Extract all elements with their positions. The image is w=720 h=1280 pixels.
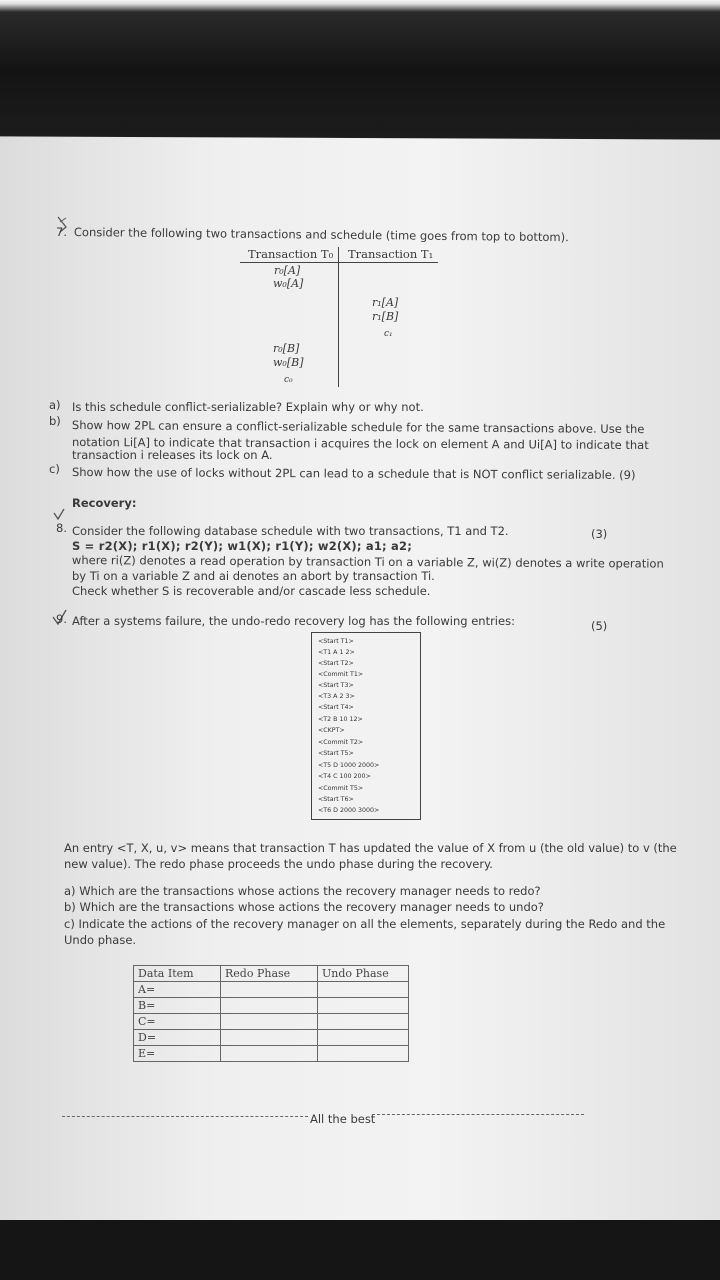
redo-cell xyxy=(221,1046,318,1062)
undo-cell xyxy=(318,1046,409,1062)
table-column-divider xyxy=(338,247,339,387)
table-row xyxy=(134,998,409,1014)
log-entry: <Commit T2> xyxy=(318,739,364,746)
table-row xyxy=(134,1014,409,1030)
footer-text: All the best xyxy=(310,1112,376,1126)
q7-a-label: a) xyxy=(49,398,61,412)
q7-c-label: c) xyxy=(49,462,60,476)
log-entry: <CKPT> xyxy=(318,727,345,734)
q8-line4: by Ti on a variable Z and ai denotes an abort by transaction Ti. xyxy=(72,569,435,583)
q9-number: 9. xyxy=(56,612,67,626)
q8-line1: Consider the following database schedule with two transactions, T1 and T2. xyxy=(72,524,509,538)
q9-marks: (5) xyxy=(591,619,608,633)
q9-question-c-line2: Undo phase. xyxy=(64,933,137,947)
log-entry: <Start T5> xyxy=(318,750,354,757)
q8-number: 8. xyxy=(56,521,67,535)
log-entry: <Start T2> xyxy=(318,660,354,667)
q7-number: 7. xyxy=(56,225,67,239)
q7-b-label: b) xyxy=(49,414,61,428)
log-entry: <T1 A 1 2> xyxy=(318,649,355,656)
undo-cell xyxy=(318,998,409,1014)
log-entry: <T5 D 1000 2000> xyxy=(318,762,380,769)
redo-cell xyxy=(221,982,318,998)
log-entry: <Start T3> xyxy=(318,682,354,689)
redo-cell xyxy=(221,1030,318,1046)
log-entry: <T4 C 100 200> xyxy=(318,773,371,780)
log-entry: <Start T4> xyxy=(318,704,354,711)
header-data-item: Data Item xyxy=(134,966,221,982)
header-redo-phase: Redo Phase xyxy=(221,966,318,982)
log-entry: <Start T6> xyxy=(318,796,354,803)
log-entry: <T6 D 2000 3000> xyxy=(318,807,380,814)
log-entry: <T2 B 10 12> xyxy=(318,716,363,723)
op-t1-r-b: r₁[B] xyxy=(372,310,399,323)
table-row xyxy=(134,1030,409,1046)
recovery-phase-table xyxy=(133,965,409,1062)
q7-b-line2: notation Li[A] to indicate that transaction i acquires the lock on element A and Ui[A] to indicate that xyxy=(71,435,649,453)
data-item-cell: C= xyxy=(134,1014,221,1030)
log-entry: <Commit T1> xyxy=(318,671,364,678)
op-t0-r-a: r₀[A] xyxy=(274,264,301,277)
q9-question-b: b) Which are the transactions whose actions the recovery manager needs to undo? xyxy=(64,900,544,914)
op-t0-r-b: r₀[B] xyxy=(273,342,300,355)
q8-line5: Check whether S is recoverable and/or cascade less schedule. xyxy=(72,584,431,598)
header-transaction-t1: Transaction T₁ xyxy=(348,247,434,261)
log-entry: <T3 A 2 3> xyxy=(318,693,355,700)
table-row xyxy=(134,1046,409,1062)
recovery-heading: Recovery: xyxy=(72,496,137,510)
recovery-log-box xyxy=(311,632,421,820)
undo-cell xyxy=(318,982,409,998)
log-entry: <Commit T5> xyxy=(318,785,364,792)
q8-line3: where ri(Z) denotes a read operation by transaction Ti on a variable Z, wi(Z) denotes a write operation xyxy=(71,553,664,571)
undo-cell xyxy=(318,1014,409,1030)
q9-question-c-line1: c) Indicate the actions of the recovery manager on all the elements, separately during the Redo and the xyxy=(64,917,666,931)
q7-b-line1: Show how 2PL can ensure a conflict-serializable schedule for the same transactions above. Use the xyxy=(71,418,645,436)
q7-a-text: Is this schedule conflict-serializable? Explain why or why not. xyxy=(72,400,424,414)
op-t0-commit: c₀ xyxy=(284,375,293,385)
data-item-cell: E= xyxy=(134,1046,221,1062)
redo-cell xyxy=(221,998,318,1014)
table-row xyxy=(134,982,409,998)
data-item-cell: A= xyxy=(134,982,221,998)
op-t0-w-b: w₀[B] xyxy=(273,356,304,369)
header-transaction-t0: Transaction T₀ xyxy=(248,247,334,261)
op-t1-r-a: r₁[A] xyxy=(372,296,399,309)
header-undo-phase: Undo Phase xyxy=(318,966,409,982)
q7-c-text: Show how the use of locks without 2PL can lead to a schedule that is NOT conflict serializable. (9) xyxy=(71,465,636,482)
op-t1-commit: c₁ xyxy=(384,329,393,339)
redo-cell xyxy=(221,1014,318,1030)
footer-dash-left xyxy=(62,1116,308,1117)
data-item-cell: B= xyxy=(134,998,221,1014)
q7-stem: Consider the following two transactions and schedule (time goes from top to bottom). xyxy=(73,225,569,245)
op-t0-w-a: w₀[A] xyxy=(273,277,304,290)
q8-marks: (3) xyxy=(591,527,608,541)
table-header-rule xyxy=(240,262,438,263)
undo-cell xyxy=(318,1030,409,1046)
q9-line1: After a systems failure, the undo-redo recovery log has the following entries: xyxy=(72,614,515,628)
table-header-row xyxy=(134,966,409,982)
q7-b-line3: transaction i releases its lock on A. xyxy=(72,448,273,462)
q8-schedule: S = r2(X); r1(X); r2(Y); w1(X); r1(Y); w2(X); a1; a2; xyxy=(72,539,413,553)
log-entry: <Start T1> xyxy=(318,638,354,645)
data-item-cell: D= xyxy=(134,1030,221,1046)
q9-entry-line1: An entry <T, X, u, v> means that transaction T has updated the value of X from u (the old value) to v (the xyxy=(64,841,677,855)
q9-question-a: a) Which are the transactions whose actions the recovery manager needs to redo? xyxy=(64,884,541,898)
q9-entry-line2: new value). The redo phase proceeds the undo phase during the recovery. xyxy=(64,857,493,871)
footer-dash-right xyxy=(372,1114,584,1115)
